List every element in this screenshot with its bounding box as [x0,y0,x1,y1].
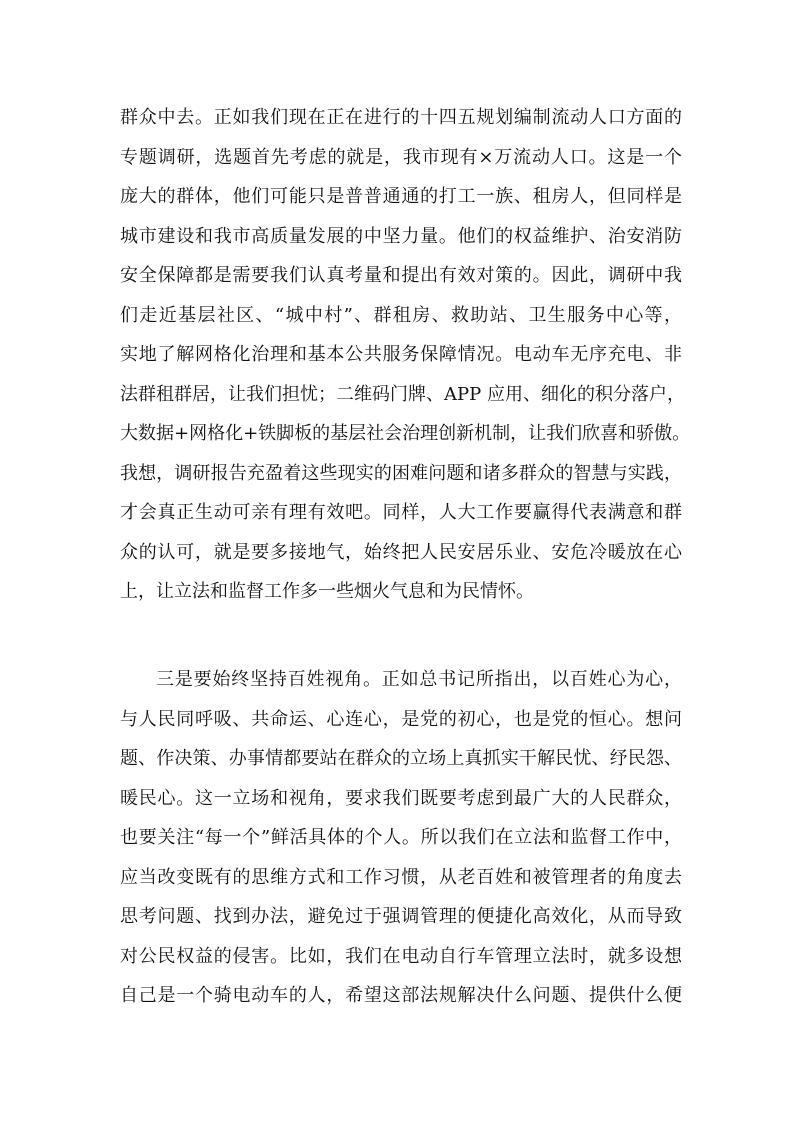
paragraph-2-first-line: 三是要始终坚持百姓视角。正如总书记所指出，以百姓心为心， [156,669,682,690]
paragraph-1-line: 才会真正生动可亲有理有效吧。同样，人大工作要赢得代表满意和群 [120,502,682,523]
paragraph-2 [120,660,682,1016]
paragraph-1-line: 我想，调研报告充盈着这些现实的困难问题和诸多群众的智慧与实践， [120,462,682,484]
paragraph-1-line: 专题调研，选题首先考虑的就是，我市现有×万流动人口。这是一个 [120,146,682,168]
paragraph-1-line: 城市建设和我市高质量发展的中坚力量。他们的权益维护、治安消防 [120,225,682,247]
paragraph-1-line: 众的认可，就是要多接地气，始终把人民安居乐业、安危冷暖放在心 [120,541,682,563]
paragraph-1-line: 们走近基层社区、“城中村”、群租房、救助站、卫生服务中心等， [120,304,682,326]
paragraph-2-line: 应当改变既有的思维方式和工作习惯，从老百姓和被管理者的角度去 [120,866,682,888]
paragraph-2-line: 自己是一个骑电动车的人，希望这部法规解决什么问题、提供什么便 [120,985,682,1006]
paragraph-1-line: 庞大的群体，他们可能只是普普通通的打工一族、租房人，但同样是 [120,186,682,207]
paragraph-1-line: 实地了解网格化治理和基本公共服务保障情况。电动车无序充电、非 [120,344,682,365]
paragraph-2-line: 思考问题、找到办法，避免过于强调管理的便捷化高效化，从而导致 [120,906,682,927]
paragraph-2-line: 题、作决策、办事情都要站在群众的立场上真抓实干解民忧、纾民怨、 [120,748,682,769]
paragraph-2-line: 对公民权益的侵害。比如，我们在电动自行车管理立法时，就多设想 [120,945,682,967]
paragraph-2-line: 与人民同呼吸、共命运、心连心，是党的初心，也是党的恒心。想问 [120,708,682,730]
paragraph-1-line: 群众中去。正如我们现在正在进行的十四五规划编制流动人口方面的 [120,107,682,128]
paragraph-1-line: 大数据+网格化+铁脚板的基层社会治理创新机制，让我们欣喜和骄傲。 [120,423,691,444]
paragraph-1 [120,98,691,612]
paragraph-2-line: 也要关注“每一个”鲜活具体的个人。所以我们在立法和监督工作中， [120,827,682,848]
paragraph-1-line: 安全保障都是需要我们认真考量和提出有效对策的。因此，调研中我 [120,265,682,286]
paragraph-2-line: 暖民心。这一立场和视角，要求我们既要考虑到最广大的人民群众， [120,787,682,809]
paragraph-1-line: 法群租群居，让我们担忧；二维码门牌、APP 应用、细化的积分落户， [120,383,685,405]
paragraph-1-last-line: 上，让立法和监督工作多一些烟火气息和为民情怀。 [120,581,534,602]
